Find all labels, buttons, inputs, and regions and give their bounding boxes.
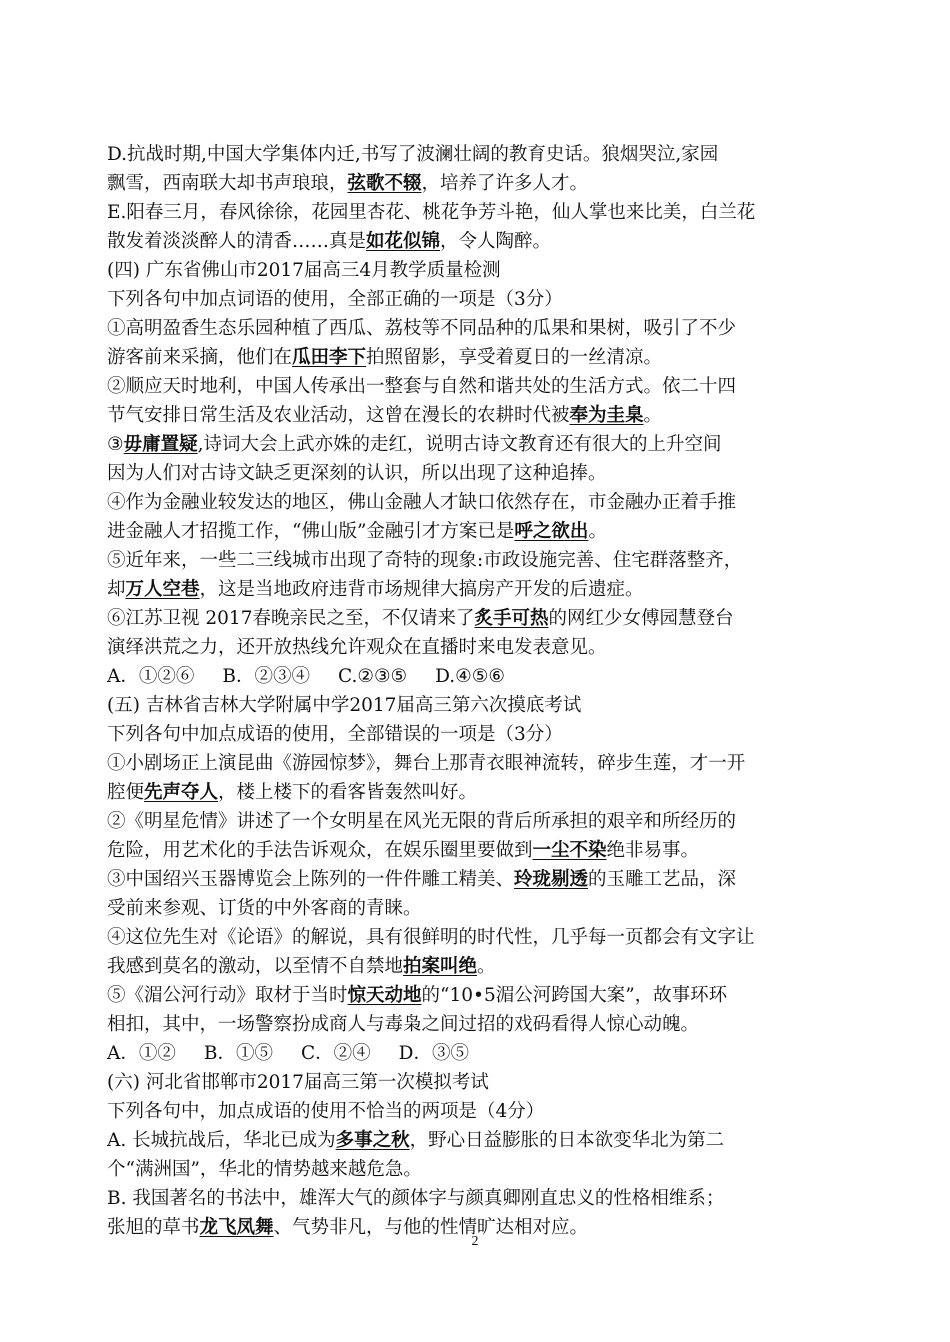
text-line (107, 1126, 847, 1155)
line-text: 相扣，其中，一场警察扮成商人与毒枭之间过招的戏码看得人惊心动魄。 (107, 1014, 700, 1035)
answer-option: B．①⑤ (203, 1043, 273, 1064)
text-line (107, 314, 847, 343)
text-line (107, 691, 847, 720)
text-line (107, 1068, 847, 1097)
line-text: 散发着淡淡醉人的清香……真是 (107, 231, 367, 252)
text-line (107, 778, 847, 807)
line-text: 我感到莫名的激动，以至情不自禁地 (107, 956, 404, 977)
line-text: (五) 吉林省吉林大学附属中学2017届高三第六次摸底考试 (107, 695, 582, 716)
marked-idiom: 奉为圭臬 (569, 405, 644, 426)
line-text: A. 长城抗战后，华北已成为 (107, 1130, 336, 1151)
marked-idiom: 惊天动地 (347, 985, 422, 1006)
line-text: 腔便 (107, 782, 145, 803)
line-text: ④作为金融业较发达的地区，佛山金融人才缺口依然存在，市金融办正着手推 (107, 492, 737, 513)
text-line (107, 1097, 847, 1126)
text-line (107, 140, 847, 169)
line-text: 个“满洲国”，华北的情势越来越危急。 (107, 1159, 422, 1180)
marked-idiom: 一尘不染 (532, 840, 607, 861)
line-text: ,诗词大会上武亦姝的走红，说明古诗文教育还有很大的上升空间 (197, 434, 722, 455)
marked-idiom: 先声夺人 (144, 782, 219, 803)
line-text: ①高明盈香生态乐园种植了西瓜、荔枝等不同品种的瓜果和果树，吸引了不少 (107, 318, 737, 339)
text-line (107, 1184, 847, 1213)
text-line (107, 169, 847, 198)
marked-idiom: 龙飞凤舞 (199, 1217, 274, 1238)
marked-idiom: 瓜田李下 (292, 347, 367, 368)
text-line (107, 807, 847, 836)
line-text: 、气势非凡，与他的性情旷达相对应。 (273, 1217, 589, 1238)
text-line (107, 1155, 847, 1184)
marked-idiom: 拍案叫绝 (403, 956, 478, 977)
line-text: 危险，用艺术化的手法告诉观众，在娱乐圈里要做到 (107, 840, 533, 861)
page-number: 2 (471, 1234, 479, 1249)
line-text: 的“10•5湄公河跨国大案”，故事环环 (421, 985, 728, 1006)
text-line (107, 865, 847, 894)
line-text: E.阳春三月，春风徐徐，花园里杏花、桃花争芳斗艳，仙人掌也来比美，白兰花 (107, 202, 756, 223)
text-line (107, 952, 847, 981)
line-text: 受前来参观、订货的中外客商的青睐。 (107, 898, 422, 919)
line-text: (四) 广东省佛山市2017届高三4月教学质量检测 (107, 260, 501, 281)
line-text: 。 (477, 956, 496, 977)
line-text: 。 (588, 521, 607, 542)
text-line (107, 546, 847, 575)
line-text: ④这位先生对《论语》的解说，具有很鲜明的时代性，几乎每一页都会有文字让 (107, 927, 755, 948)
line-text: ，培养了许多人才。 (421, 173, 589, 194)
line-text: ①小剧场正上演昆曲《游园惊梦》，舞台上那青衣眼神流转，碎步生莲，才一开 (107, 753, 746, 774)
text-line (107, 604, 847, 633)
text-line (107, 633, 847, 662)
text-line (107, 517, 847, 546)
text-line (107, 836, 847, 865)
line-text: 飘雪，西南联大却书声琅琅， (107, 173, 348, 194)
text-line (107, 459, 847, 488)
line-text: 因为人们对古诗文缺乏更深刻的认识，所以出现了这种追捧。 (107, 463, 607, 484)
line-text: ②顺应天时地利，中国人传承出一整套与自然和谐共处的生活方式。依二十四 (107, 376, 737, 397)
text-line (107, 575, 847, 604)
answer-option: C.②③⑤ (337, 666, 408, 687)
text-line (107, 285, 847, 314)
line-text: ③中国绍兴玉器博览会上陈列的一件件雕工精美、 (107, 869, 515, 890)
text-line (107, 749, 847, 778)
line-text: 演绎洪荒之力，还开放热线允许观众在直播时来电发表意见。 (107, 637, 607, 658)
line-text: 下列各句中加点词语的使用，全部正确的一项是（3分） (107, 289, 563, 310)
marked-idiom: 多事之秋 (335, 1130, 410, 1151)
line-text: 进金融人才招揽工作，“佛山版”金融引才方案已是 (107, 521, 515, 542)
text-line (107, 894, 847, 923)
line-text: ，令人陶醉。 (440, 231, 552, 252)
text-line (107, 720, 847, 749)
answer-options (107, 662, 847, 691)
answer-option: A．①② (107, 1043, 176, 1064)
text-line (107, 981, 847, 1010)
marked-idiom: 如花似锦 (366, 231, 441, 252)
line-text: (六) 河北省邯郸市2017届高三第一次模拟考试 (107, 1072, 489, 1093)
line-text: ③ (107, 434, 124, 455)
text-line (107, 923, 847, 952)
marked-idiom: 炙手可热 (474, 608, 549, 629)
line-text: 张旭的草书 (107, 1217, 200, 1238)
line-text: 的网红少女傅园慧登台 (548, 608, 734, 629)
line-text: 下列各句中加点成语的使用，全部错误的一项是（3分） (107, 724, 563, 745)
text-line (107, 256, 847, 285)
answer-option: C．②④ (300, 1043, 371, 1064)
line-text: ，楼上楼下的看客皆轰然叫好。 (218, 782, 478, 803)
text-line (107, 343, 847, 372)
line-text: 却 (107, 579, 126, 600)
line-text: ⑥江苏卫视 2017春晚亲民之至，不仅请来了 (107, 608, 475, 629)
line-text: ，野心日益膨胀的日本欲变华北为第二 (409, 1130, 725, 1151)
text-line (107, 401, 847, 430)
answer-options (107, 1039, 847, 1068)
text-line (107, 198, 847, 227)
text-line (107, 227, 847, 256)
text-line (107, 372, 847, 401)
line-text: 的玉雕工艺品，深 (588, 869, 737, 890)
answer-option: B．②③④ (222, 666, 310, 687)
document-body (107, 140, 847, 1242)
line-text: ，这是当地政府违背市场规律大搞房产开发的后遗症。 (199, 579, 644, 600)
line-text: 节气安排日常生活及农业活动，这曾在漫长的农耕时代被 (107, 405, 570, 426)
line-text: 游客前来采摘，他们在 (107, 347, 293, 368)
marked-idiom: 毋庸置疑 (123, 434, 198, 455)
marked-idiom: 呼之欲出 (514, 521, 589, 542)
line-text: 拍照留影，享受着夏日的一丝清凉。 (366, 347, 663, 368)
line-text: 绝非易事。 (606, 840, 700, 861)
line-text: D.抗战时期,中国大学集体内迁,书写了波澜壮阔的教育史话。狼烟哭泣,家园 (107, 144, 719, 165)
text-line (107, 1010, 847, 1039)
line-text: ⑤近年来，一些二三线城市出现了奇特的现象:市政设施完善、住宅群落整齐， (107, 550, 743, 571)
marked-idiom: 玲珑剔透 (514, 869, 589, 890)
line-text: ⑤《湄公河行动》取材于当时 (107, 985, 348, 1006)
line-text: 。 (643, 405, 663, 426)
line-text: B. 我国著名的书法中，雄浑大气的颜体字与颜真卿刚直忠义的性格相维系； (107, 1188, 725, 1209)
line-text: 下列各句中，加点成语的使用不恰当的两项是（4分） (107, 1101, 545, 1122)
marked-idiom: 弦歌不辍 (347, 173, 422, 194)
text-line (107, 430, 847, 459)
line-text: ②《明星危情》讲述了一个女明星在风光无限的背后所承担的艰辛和所经历的 (107, 811, 737, 832)
marked-idiom: 万人空巷 (125, 579, 200, 600)
text-line (107, 488, 847, 517)
answer-option: D．③⑤ (398, 1043, 469, 1064)
answer-option: A．①②⑥ (107, 666, 195, 687)
answer-option: D.④⑤⑥ (435, 666, 505, 687)
